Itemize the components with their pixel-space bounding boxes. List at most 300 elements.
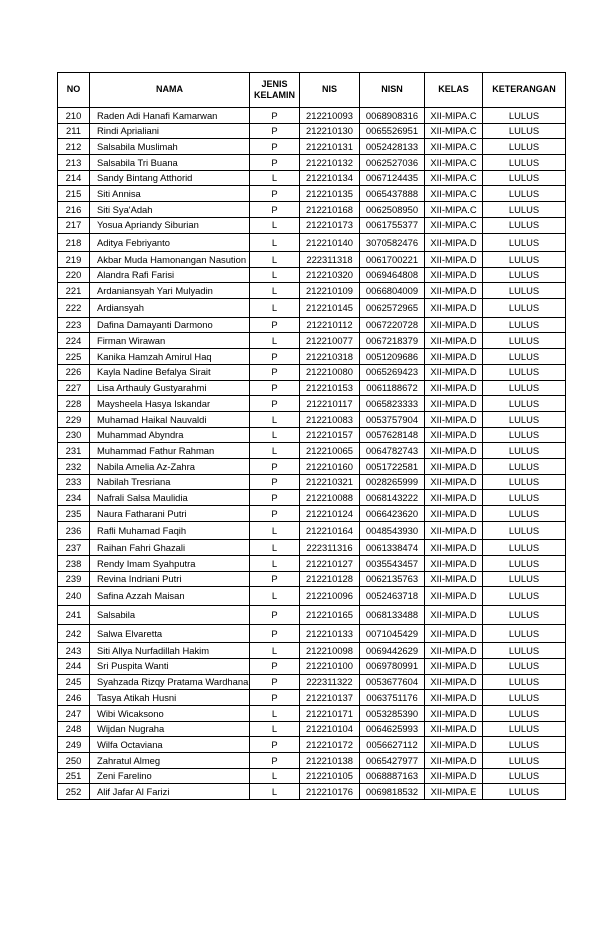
cell-jenis-kelamin: P <box>250 364 300 380</box>
cell-nis: 222311318 <box>300 252 360 268</box>
table-row <box>58 474 566 490</box>
cell-nis: 212210065 <box>300 443 360 459</box>
table-header-row <box>58 73 566 108</box>
cell-nisn: 0035543457 <box>360 555 425 571</box>
cell-nisn: 0069442629 <box>360 643 425 659</box>
cell-jenis-kelamin: L <box>250 643 300 659</box>
cell-no: 244 <box>58 658 90 674</box>
table-row <box>58 364 566 380</box>
cell-no: 243 <box>58 643 90 659</box>
cell-nisn: 0048543930 <box>360 521 425 540</box>
header-nis: NIS <box>300 73 360 108</box>
table-row <box>58 674 566 690</box>
cell-nama: Zeni Farelino <box>90 768 250 784</box>
cell-keterangan: LULUS <box>483 674 566 690</box>
cell-jenis-kelamin: L <box>250 283 300 299</box>
cell-jenis-kelamin: P <box>250 396 300 412</box>
cell-jenis-kelamin: L <box>250 768 300 784</box>
cell-no: 226 <box>58 364 90 380</box>
graduation-table <box>57 72 566 800</box>
table-row <box>58 123 566 139</box>
cell-jenis-kelamin: P <box>250 506 300 522</box>
cell-nis: 212210140 <box>300 233 360 252</box>
cell-keterangan: LULUS <box>483 571 566 587</box>
cell-kelas: XII-MIPA.D <box>425 721 483 737</box>
cell-no: 212 <box>58 139 90 155</box>
cell-no: 223 <box>58 317 90 333</box>
cell-jenis-kelamin: L <box>250 540 300 556</box>
table-row <box>58 427 566 443</box>
cell-keterangan: LULUS <box>483 690 566 706</box>
table-body <box>58 108 566 800</box>
cell-keterangan: LULUS <box>483 267 566 283</box>
cell-nis: 212210318 <box>300 349 360 365</box>
cell-nis: 212210130 <box>300 123 360 139</box>
header-jenis-kelamin-line1: JENIS <box>261 78 288 89</box>
cell-keterangan: LULUS <box>483 752 566 768</box>
cell-no: 219 <box>58 252 90 268</box>
cell-nisn: 0067218379 <box>360 333 425 349</box>
cell-nis: 212210128 <box>300 571 360 587</box>
cell-keterangan: LULUS <box>483 123 566 139</box>
cell-kelas: XII-MIPA.D <box>425 364 483 380</box>
cell-no: 236 <box>58 521 90 540</box>
cell-nisn: 0064782743 <box>360 443 425 459</box>
table-row <box>58 108 566 124</box>
cell-jenis-kelamin: P <box>250 108 300 124</box>
cell-kelas: XII-MIPA.D <box>425 768 483 784</box>
cell-jenis-kelamin: P <box>250 380 300 396</box>
cell-jenis-kelamin: L <box>250 443 300 459</box>
cell-no: 217 <box>58 217 90 233</box>
cell-no: 221 <box>58 283 90 299</box>
cell-nisn: 3070582476 <box>360 233 425 252</box>
cell-kelas: XII-MIPA.D <box>425 349 483 365</box>
cell-no: 248 <box>58 721 90 737</box>
table-row <box>58 624 566 643</box>
cell-no: 230 <box>58 427 90 443</box>
cell-nis: 212210124 <box>300 506 360 522</box>
cell-keterangan: LULUS <box>483 474 566 490</box>
cell-kelas: XII-MIPA.D <box>425 411 483 427</box>
table-row <box>58 233 566 252</box>
cell-kelas: XII-MIPA.D <box>425 690 483 706</box>
cell-nama: Raden Adi Hanafi Kamarwan <box>90 108 250 124</box>
cell-jenis-kelamin: L <box>250 555 300 571</box>
cell-no: 246 <box>58 690 90 706</box>
cell-keterangan: LULUS <box>483 768 566 784</box>
cell-no: 238 <box>58 555 90 571</box>
cell-kelas: XII-MIPA.D <box>425 624 483 643</box>
table-row <box>58 521 566 540</box>
cell-nama: Rafli Muhamad Faqih <box>90 521 250 540</box>
cell-jenis-kelamin: L <box>250 705 300 721</box>
cell-nisn: 0067124435 <box>360 170 425 186</box>
cell-keterangan: LULUS <box>483 705 566 721</box>
table-row <box>58 587 566 606</box>
cell-kelas: XII-MIPA.D <box>425 571 483 587</box>
header-kelas: KELAS <box>425 73 483 108</box>
cell-nis: 212210093 <box>300 108 360 124</box>
cell-nisn: 0028265999 <box>360 474 425 490</box>
cell-jenis-kelamin: L <box>250 233 300 252</box>
cell-keterangan: LULUS <box>483 506 566 522</box>
cell-kelas: XII-MIPA.D <box>425 474 483 490</box>
cell-kelas: XII-MIPA.C <box>425 202 483 218</box>
table-row <box>58 202 566 218</box>
cell-nama: Alif Jafar Al Farizi <box>90 784 250 800</box>
cell-kelas: XII-MIPA.D <box>425 443 483 459</box>
cell-nama: Muhamad Haikal Nauvaldi <box>90 411 250 427</box>
cell-nama: Sandy Bintang Atthorid <box>90 170 250 186</box>
table-row <box>58 299 566 318</box>
table-row <box>58 349 566 365</box>
cell-nama: Salsabila Tri Buana <box>90 155 250 171</box>
cell-nama: Revina Indriani Putri <box>90 571 250 587</box>
cell-no: 216 <box>58 202 90 218</box>
cell-keterangan: LULUS <box>483 784 566 800</box>
cell-nis: 212210100 <box>300 658 360 674</box>
cell-nama: Muhammad Abyndra <box>90 427 250 443</box>
cell-nisn: 0069464808 <box>360 267 425 283</box>
cell-nis: 212210176 <box>300 784 360 800</box>
cell-kelas: XII-MIPA.D <box>425 427 483 443</box>
cell-nisn: 0069780991 <box>360 658 425 674</box>
cell-jenis-kelamin: L <box>250 217 300 233</box>
table-row <box>58 768 566 784</box>
cell-nama: Safina Azzah Maisan <box>90 587 250 606</box>
cell-kelas: XII-MIPA.D <box>425 233 483 252</box>
cell-nisn: 0061188672 <box>360 380 425 396</box>
cell-nama: Raihan Fahri Ghazali <box>90 540 250 556</box>
table-row <box>58 690 566 706</box>
cell-nisn: 0065823333 <box>360 396 425 412</box>
cell-kelas: XII-MIPA.D <box>425 506 483 522</box>
cell-nisn: 0061755377 <box>360 217 425 233</box>
cell-keterangan: LULUS <box>483 643 566 659</box>
cell-jenis-kelamin: P <box>250 737 300 753</box>
cell-jenis-kelamin: P <box>250 186 300 202</box>
cell-kelas: XII-MIPA.C <box>425 170 483 186</box>
cell-nisn: 0053285390 <box>360 705 425 721</box>
table-row <box>58 170 566 186</box>
cell-nama: Tasya Atikah Husni <box>90 690 250 706</box>
cell-nis: 212210137 <box>300 690 360 706</box>
cell-nis: 212210320 <box>300 267 360 283</box>
cell-keterangan: LULUS <box>483 396 566 412</box>
cell-nisn: 0064625993 <box>360 721 425 737</box>
cell-jenis-kelamin: L <box>250 252 300 268</box>
cell-nis: 212210098 <box>300 643 360 659</box>
cell-nisn: 0068887163 <box>360 768 425 784</box>
cell-jenis-kelamin: L <box>250 784 300 800</box>
cell-nama: Nabila Amelia Az-Zahra <box>90 458 250 474</box>
cell-nama: Ardiansyah <box>90 299 250 318</box>
cell-jenis-kelamin: P <box>250 624 300 643</box>
cell-nisn: 0065526951 <box>360 123 425 139</box>
cell-kelas: XII-MIPA.D <box>425 380 483 396</box>
cell-nisn: 0062508950 <box>360 202 425 218</box>
cell-nisn: 0065437888 <box>360 186 425 202</box>
cell-nama: Alandra Rafi Farisi <box>90 267 250 283</box>
cell-kelas: XII-MIPA.D <box>425 396 483 412</box>
cell-no: 249 <box>58 737 90 753</box>
cell-keterangan: LULUS <box>483 317 566 333</box>
cell-nisn: 0068908316 <box>360 108 425 124</box>
table-row <box>58 540 566 556</box>
cell-kelas: XII-MIPA.D <box>425 252 483 268</box>
cell-no: 235 <box>58 506 90 522</box>
cell-nis: 212210172 <box>300 737 360 753</box>
cell-keterangan: LULUS <box>483 217 566 233</box>
cell-no: 250 <box>58 752 90 768</box>
cell-nama: Ardaniansyah Yari Mulyadin <box>90 283 250 299</box>
cell-nisn: 0052428133 <box>360 139 425 155</box>
cell-nama: Rendy Imam Syahputra <box>90 555 250 571</box>
cell-no: 233 <box>58 474 90 490</box>
cell-jenis-kelamin: P <box>250 317 300 333</box>
cell-jenis-kelamin: L <box>250 427 300 443</box>
cell-keterangan: LULUS <box>483 721 566 737</box>
cell-no: 232 <box>58 458 90 474</box>
cell-keterangan: LULUS <box>483 283 566 299</box>
cell-jenis-kelamin: P <box>250 674 300 690</box>
cell-kelas: XII-MIPA.D <box>425 458 483 474</box>
cell-nis: 222311322 <box>300 674 360 690</box>
cell-keterangan: LULUS <box>483 333 566 349</box>
cell-keterangan: LULUS <box>483 155 566 171</box>
cell-nisn: 0051209686 <box>360 349 425 365</box>
cell-no: 213 <box>58 155 90 171</box>
table-row <box>58 396 566 412</box>
cell-nisn: 0066423620 <box>360 506 425 522</box>
cell-nis: 212210083 <box>300 411 360 427</box>
cell-nama: Nafrali Salsa Maulidia <box>90 490 250 506</box>
cell-nama: Sri Puspita Wanti <box>90 658 250 674</box>
cell-nis: 212210157 <box>300 427 360 443</box>
cell-nisn: 0071045429 <box>360 624 425 643</box>
cell-nisn: 0056627112 <box>360 737 425 753</box>
cell-kelas: XII-MIPA.E <box>425 784 483 800</box>
cell-nis: 212210117 <box>300 396 360 412</box>
cell-jenis-kelamin: P <box>250 752 300 768</box>
table-row <box>58 155 566 171</box>
cell-nisn: 0065427977 <box>360 752 425 768</box>
table-row <box>58 217 566 233</box>
table-row <box>58 283 566 299</box>
table-row <box>58 443 566 459</box>
cell-keterangan: LULUS <box>483 299 566 318</box>
cell-no: 229 <box>58 411 90 427</box>
cell-kelas: XII-MIPA.D <box>425 521 483 540</box>
cell-keterangan: LULUS <box>483 540 566 556</box>
cell-no: 234 <box>58 490 90 506</box>
cell-kelas: XII-MIPA.D <box>425 317 483 333</box>
table-row <box>58 186 566 202</box>
cell-nisn: 0062572965 <box>360 299 425 318</box>
cell-nama: Kayla Nadine Befalya Sirait <box>90 364 250 380</box>
cell-no: 218 <box>58 233 90 252</box>
cell-keterangan: LULUS <box>483 737 566 753</box>
cell-nisn: 0069818532 <box>360 784 425 800</box>
cell-keterangan: LULUS <box>483 443 566 459</box>
graduation-table-container <box>57 72 565 800</box>
cell-kelas: XII-MIPA.D <box>425 333 483 349</box>
cell-nama: Wibi Wicaksono <box>90 705 250 721</box>
table-row <box>58 752 566 768</box>
cell-nisn: 0065269423 <box>360 364 425 380</box>
cell-no: 239 <box>58 571 90 587</box>
cell-nama: Akbar Muda Hamonangan Nasution <box>90 252 250 268</box>
cell-keterangan: LULUS <box>483 108 566 124</box>
cell-no: 245 <box>58 674 90 690</box>
table-row <box>58 252 566 268</box>
cell-nama: Wilfa Octaviana <box>90 737 250 753</box>
cell-no: 214 <box>58 170 90 186</box>
cell-jenis-kelamin: P <box>250 571 300 587</box>
header-nama: NAMA <box>90 73 250 108</box>
cell-kelas: XII-MIPA.D <box>425 752 483 768</box>
cell-kelas: XII-MIPA.D <box>425 705 483 721</box>
cell-nisn: 0062527036 <box>360 155 425 171</box>
cell-kelas: XII-MIPA.D <box>425 555 483 571</box>
cell-nama: Lisa Arthauly Gustyarahmi <box>90 380 250 396</box>
cell-keterangan: LULUS <box>483 587 566 606</box>
cell-kelas: XII-MIPA.C <box>425 139 483 155</box>
cell-jenis-kelamin: P <box>250 605 300 624</box>
cell-jenis-kelamin: P <box>250 490 300 506</box>
cell-kelas: XII-MIPA.D <box>425 658 483 674</box>
cell-jenis-kelamin: P <box>250 474 300 490</box>
cell-nis: 212210145 <box>300 299 360 318</box>
header-jenis-kelamin <box>250 73 300 108</box>
cell-nisn: 0051722581 <box>360 458 425 474</box>
header-nisn: NISN <box>360 73 425 108</box>
header-jenis-kelamin-line2: KELAMIN <box>254 90 295 100</box>
cell-nis: 212210165 <box>300 605 360 624</box>
cell-nis: 212210112 <box>300 317 360 333</box>
cell-nama: Kanika Hamzah Amirul Haq <box>90 349 250 365</box>
table-row <box>58 705 566 721</box>
cell-no: 220 <box>58 267 90 283</box>
cell-nis: 212210135 <box>300 186 360 202</box>
cell-keterangan: LULUS <box>483 458 566 474</box>
cell-nis: 212210134 <box>300 170 360 186</box>
cell-kelas: XII-MIPA.C <box>425 186 483 202</box>
cell-jenis-kelamin: L <box>250 587 300 606</box>
cell-jenis-kelamin: L <box>250 721 300 737</box>
cell-jenis-kelamin: L <box>250 170 300 186</box>
cell-jenis-kelamin: P <box>250 349 300 365</box>
cell-kelas: XII-MIPA.D <box>425 267 483 283</box>
cell-nama: Maysheela Hasya Iskandar <box>90 396 250 412</box>
cell-kelas: XII-MIPA.D <box>425 587 483 606</box>
cell-no: 251 <box>58 768 90 784</box>
cell-nama: Salsabila Muslimah <box>90 139 250 155</box>
cell-kelas: XII-MIPA.D <box>425 605 483 624</box>
cell-nis: 212210105 <box>300 768 360 784</box>
cell-jenis-kelamin: P <box>250 123 300 139</box>
cell-jenis-kelamin: L <box>250 521 300 540</box>
table-row <box>58 317 566 333</box>
cell-no: 224 <box>58 333 90 349</box>
cell-keterangan: LULUS <box>483 555 566 571</box>
cell-nama: Nabilah Tresriana <box>90 474 250 490</box>
table-row <box>58 555 566 571</box>
table-row <box>58 658 566 674</box>
cell-no: 252 <box>58 784 90 800</box>
cell-nisn: 0057628148 <box>360 427 425 443</box>
cell-kelas: XII-MIPA.D <box>425 490 483 506</box>
cell-no: 231 <box>58 443 90 459</box>
cell-nis: 212210153 <box>300 380 360 396</box>
cell-jenis-kelamin: L <box>250 411 300 427</box>
table-row <box>58 139 566 155</box>
table-row <box>58 737 566 753</box>
cell-nama: Yosua Apriandy Siburian <box>90 217 250 233</box>
cell-nis: 212210109 <box>300 283 360 299</box>
cell-kelas: XII-MIPA.C <box>425 108 483 124</box>
cell-nisn: 0061338474 <box>360 540 425 556</box>
cell-keterangan: LULUS <box>483 349 566 365</box>
cell-nisn: 0067220728 <box>360 317 425 333</box>
table-row <box>58 267 566 283</box>
cell-kelas: XII-MIPA.D <box>425 674 483 690</box>
cell-kelas: XII-MIPA.C <box>425 217 483 233</box>
table-row <box>58 380 566 396</box>
cell-no: 247 <box>58 705 90 721</box>
cell-nis: 212210168 <box>300 202 360 218</box>
cell-nisn: 0068143222 <box>360 490 425 506</box>
cell-nisn: 0053757904 <box>360 411 425 427</box>
cell-keterangan: LULUS <box>483 490 566 506</box>
cell-nis: 212210077 <box>300 333 360 349</box>
cell-nis: 212210138 <box>300 752 360 768</box>
cell-kelas: XII-MIPA.D <box>425 643 483 659</box>
cell-nis: 212210132 <box>300 155 360 171</box>
cell-nisn: 0052463718 <box>360 587 425 606</box>
cell-nis: 212210173 <box>300 217 360 233</box>
cell-nama: Rindi Aprialiani <box>90 123 250 139</box>
cell-nisn: 0053677604 <box>360 674 425 690</box>
cell-nama: Salwa Elvaretta <box>90 624 250 643</box>
cell-nisn: 0068133488 <box>360 605 425 624</box>
cell-no: 228 <box>58 396 90 412</box>
cell-keterangan: LULUS <box>483 411 566 427</box>
cell-nis: 212210160 <box>300 458 360 474</box>
cell-nisn: 0066804009 <box>360 283 425 299</box>
cell-nis: 212210127 <box>300 555 360 571</box>
cell-keterangan: LULUS <box>483 380 566 396</box>
cell-keterangan: LULUS <box>483 658 566 674</box>
cell-jenis-kelamin: P <box>250 202 300 218</box>
cell-nis: 212210096 <box>300 587 360 606</box>
cell-nis: 212210104 <box>300 721 360 737</box>
cell-kelas: XII-MIPA.C <box>425 155 483 171</box>
cell-keterangan: LULUS <box>483 233 566 252</box>
table-row <box>58 490 566 506</box>
cell-keterangan: LULUS <box>483 202 566 218</box>
cell-jenis-kelamin: P <box>250 458 300 474</box>
cell-kelas: XII-MIPA.D <box>425 283 483 299</box>
cell-no: 222 <box>58 299 90 318</box>
cell-nis: 212210171 <box>300 705 360 721</box>
cell-nis: 212210131 <box>300 139 360 155</box>
cell-no: 210 <box>58 108 90 124</box>
table-row <box>58 458 566 474</box>
cell-no: 237 <box>58 540 90 556</box>
cell-no: 241 <box>58 605 90 624</box>
